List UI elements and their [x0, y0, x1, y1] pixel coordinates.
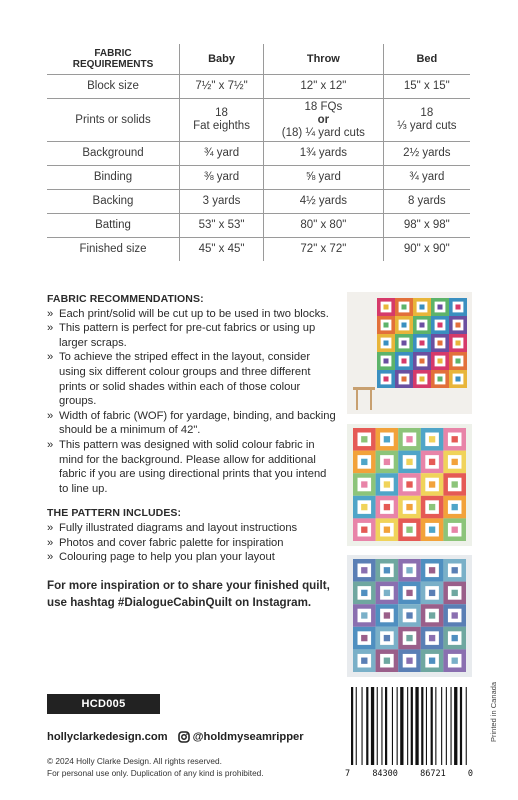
row-label: Block size — [47, 75, 180, 99]
fabric-requirements-table — [47, 44, 470, 261]
quilt-block-center — [429, 590, 435, 596]
quilt-block-center — [406, 658, 412, 664]
table-cell: 72" x 72" — [264, 238, 384, 262]
quilt-block-center — [452, 436, 458, 442]
quilt-block-center — [429, 481, 435, 487]
barcode-bar — [385, 687, 387, 765]
bullet-mark: » — [47, 409, 54, 422]
quilt-block-center — [452, 658, 458, 664]
quilt-block-center — [452, 635, 458, 641]
quilt-block-center — [383, 322, 388, 327]
quilt-block-center — [429, 658, 435, 664]
quilt-block-center — [406, 612, 412, 618]
barcode-bar — [377, 687, 378, 765]
recommendations-title: FABRIC RECOMMENDATIONS: — [47, 293, 204, 305]
quilt-photo-rainbow — [347, 292, 472, 414]
quilt-block-center — [455, 376, 460, 381]
quilt-rainbow-image — [347, 292, 472, 414]
copyright-block — [47, 755, 264, 779]
barcode-bar — [366, 687, 368, 765]
quilt-block-center — [419, 340, 424, 345]
list-item — [47, 521, 337, 536]
table-cell: 12" x 12" — [264, 75, 384, 99]
barcode-bar — [460, 687, 462, 765]
barcode-digit-group: 7 — [345, 769, 351, 779]
barcode-bar — [431, 687, 433, 765]
list-item-text: To achieve the striped effect in the layout, consider using six different colour groups and three different prints or solid shades within each of those colour groups. — [59, 351, 311, 408]
footer-links — [47, 731, 304, 743]
quilt-block-center — [401, 304, 406, 309]
quilt-block-center — [406, 567, 412, 573]
usage-notice: For personal use only. Duplication of any kind is prohibited. — [47, 768, 264, 778]
cell-line: 18 FQs — [304, 100, 343, 113]
quilt-block-center — [452, 590, 458, 596]
quilt-block-center — [384, 481, 390, 487]
quilt-block-center — [406, 590, 412, 596]
quilt-block-center — [383, 340, 388, 345]
list-item — [47, 550, 337, 565]
list-item — [47, 438, 337, 496]
table-cell: 1¾ yards — [264, 142, 384, 166]
table-cell: ⅝ yard — [264, 166, 384, 190]
table-header-row — [47, 44, 470, 75]
quilt-block-center — [384, 590, 390, 596]
table-row — [47, 75, 470, 99]
quilt-block-center — [406, 481, 412, 487]
table-cell: 90" x 90" — [403, 243, 450, 255]
barcode — [345, 685, 473, 781]
quilt-block-center — [419, 304, 424, 309]
barcode-bar — [411, 687, 413, 765]
barcode-bar — [421, 687, 423, 765]
quilt-block-center — [383, 376, 388, 381]
table-row — [47, 238, 470, 262]
website-link[interactable]: hollyclarkedesign.com — [47, 731, 168, 743]
quilt-block-center — [455, 304, 460, 309]
quilt-block-center — [383, 304, 388, 309]
list-item — [47, 536, 337, 551]
quilt-block-center — [429, 567, 435, 573]
quilt-block-center — [384, 612, 390, 618]
quilt-block-center — [361, 635, 367, 641]
quilt-block-center — [455, 322, 460, 327]
quilt-block-center — [401, 340, 406, 345]
table-cell: 80" x 80" — [264, 214, 384, 238]
quilt-block-center — [361, 658, 367, 664]
closing-paragraph: For more inspiration or to share your finished quilt, use hashtag #DialogueCabinQuilt on Instagram. — [47, 578, 330, 610]
quilt-block-center — [429, 612, 435, 618]
cell-line: 18 — [215, 107, 228, 119]
quilt-block-center — [383, 358, 388, 363]
quilt-block-center — [361, 612, 367, 618]
table-cell: 2½ yards — [383, 142, 470, 166]
quilt-block-center — [452, 527, 458, 533]
printed-in-label: Printed in Canada — [489, 681, 498, 742]
table-cell: 3 yards — [180, 190, 264, 214]
table-cell: 45" x 45" — [180, 238, 264, 262]
cell-line-bold — [266, 114, 381, 127]
quilt-block-center — [455, 340, 460, 345]
barcode-bar — [362, 687, 363, 765]
quilt-block-center — [384, 567, 390, 573]
pattern-code-badge: HCD005 — [47, 694, 160, 714]
list-item — [47, 307, 337, 322]
barcode-bar — [397, 687, 398, 765]
quilt-block-center — [437, 322, 442, 327]
table-cell — [264, 99, 384, 142]
quilt-block-center — [361, 459, 367, 465]
quilt-block-center — [361, 481, 367, 487]
quilt-block-center — [406, 527, 412, 533]
bullet-mark: » — [47, 536, 54, 549]
quilt-block-center — [452, 481, 458, 487]
table-cell: ¾ yard — [383, 166, 470, 190]
table-row — [47, 190, 470, 214]
barcode-bar — [407, 687, 408, 765]
list-item-text: Each print/solid will be cut up to be used in two blocks. — [59, 307, 329, 320]
barcode-bar — [426, 687, 427, 765]
list-item-text: Colouring page to help you plan your layout — [59, 551, 275, 564]
quilt-block-center — [406, 504, 412, 510]
list-item — [47, 321, 337, 350]
barcode-bar — [454, 687, 457, 765]
table-cell: 98" x 98" — [383, 214, 470, 238]
bullet-mark: » — [47, 551, 54, 564]
bullet-mark: » — [47, 307, 54, 320]
row-label: Binding — [47, 166, 180, 190]
or-text: or — [317, 113, 330, 126]
quilt-block-center — [361, 527, 367, 533]
quilt-block-center — [384, 459, 390, 465]
corner-header-line: REQUIREMENTS — [72, 59, 154, 70]
barcode-bar — [446, 687, 447, 765]
quilt-block-center — [452, 459, 458, 465]
barcode-bar — [451, 687, 452, 765]
quilt-block-center — [452, 504, 458, 510]
barcode-bar — [351, 687, 353, 765]
list-item-text: Width of fabric (WOF) for yardage, binding, and backing should be a minimum of 42". — [59, 409, 336, 437]
copyright-text: © 2024 Holly Clarke Design. All rights reserved. — [47, 756, 222, 766]
quilt-block-center — [384, 658, 390, 664]
instagram-icon — [178, 731, 190, 743]
column-header-bed: Bed — [383, 44, 470, 75]
quilt-block-center — [429, 527, 435, 533]
quilt-block-center — [384, 436, 390, 442]
quilt-block-center — [452, 567, 458, 573]
quilt-block-center — [384, 504, 390, 510]
bullet-mark: » — [47, 521, 54, 534]
list-item — [47, 350, 337, 408]
quilt-block-center — [437, 304, 442, 309]
barcode-bar — [415, 687, 418, 765]
quilt-block-center — [429, 635, 435, 641]
barcode-bar — [441, 687, 442, 765]
quilt-block-center — [419, 322, 424, 327]
quilt-block-center — [361, 567, 367, 573]
quilt-block-center — [437, 340, 442, 345]
cell-line: Fat eighths — [193, 120, 250, 132]
list-item-text: Fully illustrated diagrams and layout instructions — [59, 521, 298, 534]
list-item-text: Photos and cover fabric palette for inspiration — [59, 536, 284, 549]
table-corner-header — [47, 44, 180, 75]
quilt-block-center — [437, 376, 442, 381]
quilt-block-center — [455, 358, 460, 363]
quilt-block-center — [401, 358, 406, 363]
quilt-block-center — [429, 436, 435, 442]
bullet-mark: » — [47, 351, 54, 364]
table-cell — [180, 99, 264, 142]
quilt-scrappy-image — [347, 424, 472, 546]
quilt-block-center — [429, 459, 435, 465]
quilt-block-center — [406, 436, 412, 442]
bullet-mark: » — [47, 322, 54, 335]
table-cell: 7½" x 7½" — [180, 75, 264, 99]
row-label: Batting — [47, 214, 180, 238]
barcode-bar — [400, 687, 403, 765]
quilt-block-center — [384, 527, 390, 533]
quilt-block-center — [419, 376, 424, 381]
quilt-block-center — [401, 322, 406, 327]
table-row — [47, 142, 470, 166]
cell-line: (18) ¼ yard cuts — [281, 126, 365, 139]
text-column — [47, 292, 337, 623]
quilt-block-center — [452, 612, 458, 618]
barcode-digit-group: 86721 — [420, 769, 446, 779]
table-cell — [383, 99, 470, 142]
quilt-block-center — [361, 436, 367, 442]
recommendations-list — [47, 307, 337, 497]
quilt-block-center — [401, 376, 406, 381]
cell-line: ⅓ yard cuts — [397, 120, 457, 132]
row-label: Finished size — [47, 238, 180, 262]
quilt-block-center — [406, 459, 412, 465]
quilt-block-center — [406, 635, 412, 641]
row-label: Prints or solids — [47, 99, 180, 142]
quilt-block-center — [361, 504, 367, 510]
table-cell: 8 yards — [383, 190, 470, 214]
quilt-block-center — [361, 590, 367, 596]
includes-list — [47, 521, 337, 565]
barcode-bar — [392, 687, 393, 765]
barcode-bars — [345, 685, 473, 769]
includes-title: THE PATTERN INCLUDES: — [47, 507, 182, 520]
table-cell: 4½ yards — [264, 190, 384, 214]
quilt-block-center — [429, 504, 435, 510]
corner-header-line: FABRIC — [94, 48, 132, 59]
barcode-digits — [345, 769, 473, 779]
bullet-mark: » — [47, 438, 54, 451]
table-row — [47, 99, 470, 142]
barcode-bar — [435, 687, 436, 765]
table-row — [47, 214, 470, 238]
column-header-throw: Throw — [264, 44, 384, 75]
cell-line: 18 — [420, 107, 434, 119]
barcode-bar — [381, 687, 382, 765]
row-label: Background — [47, 142, 180, 166]
table-cell: ¾ yard — [180, 142, 264, 166]
list-item-text: This pattern was designed with solid colour fabric in mind for the background. Please allow for additional fabric if you are using directional prints that you intend to line up. — [59, 438, 327, 495]
quilt-photo-cool — [347, 555, 472, 677]
barcode-bar — [371, 687, 374, 765]
row-label: Backing — [47, 190, 180, 214]
quilt-block-center — [384, 635, 390, 641]
list-item-text: This pattern is perfect for pre-cut fabrics or using up larger scraps. — [59, 322, 316, 349]
quilt-photo-scrappy — [347, 424, 472, 546]
table-cell: 15" x 15" — [383, 75, 470, 99]
barcode-digit-group: 0 — [467, 769, 473, 779]
instagram-handle-link[interactable]: @holdmyseamripper — [192, 731, 304, 743]
barcode-digit-group: 84300 — [372, 769, 398, 779]
barcode-bar — [466, 687, 467, 765]
table-row — [47, 166, 470, 190]
quilt-block-center — [437, 358, 442, 363]
table-cell: 53" x 53" — [180, 214, 264, 238]
table-cell: ⅜ yard — [180, 166, 264, 190]
quilt-block-center — [419, 358, 424, 363]
column-header-baby: Baby — [180, 44, 264, 75]
list-item — [47, 409, 337, 438]
quilt-cool-image — [347, 555, 472, 677]
barcode-bar — [356, 687, 357, 765]
